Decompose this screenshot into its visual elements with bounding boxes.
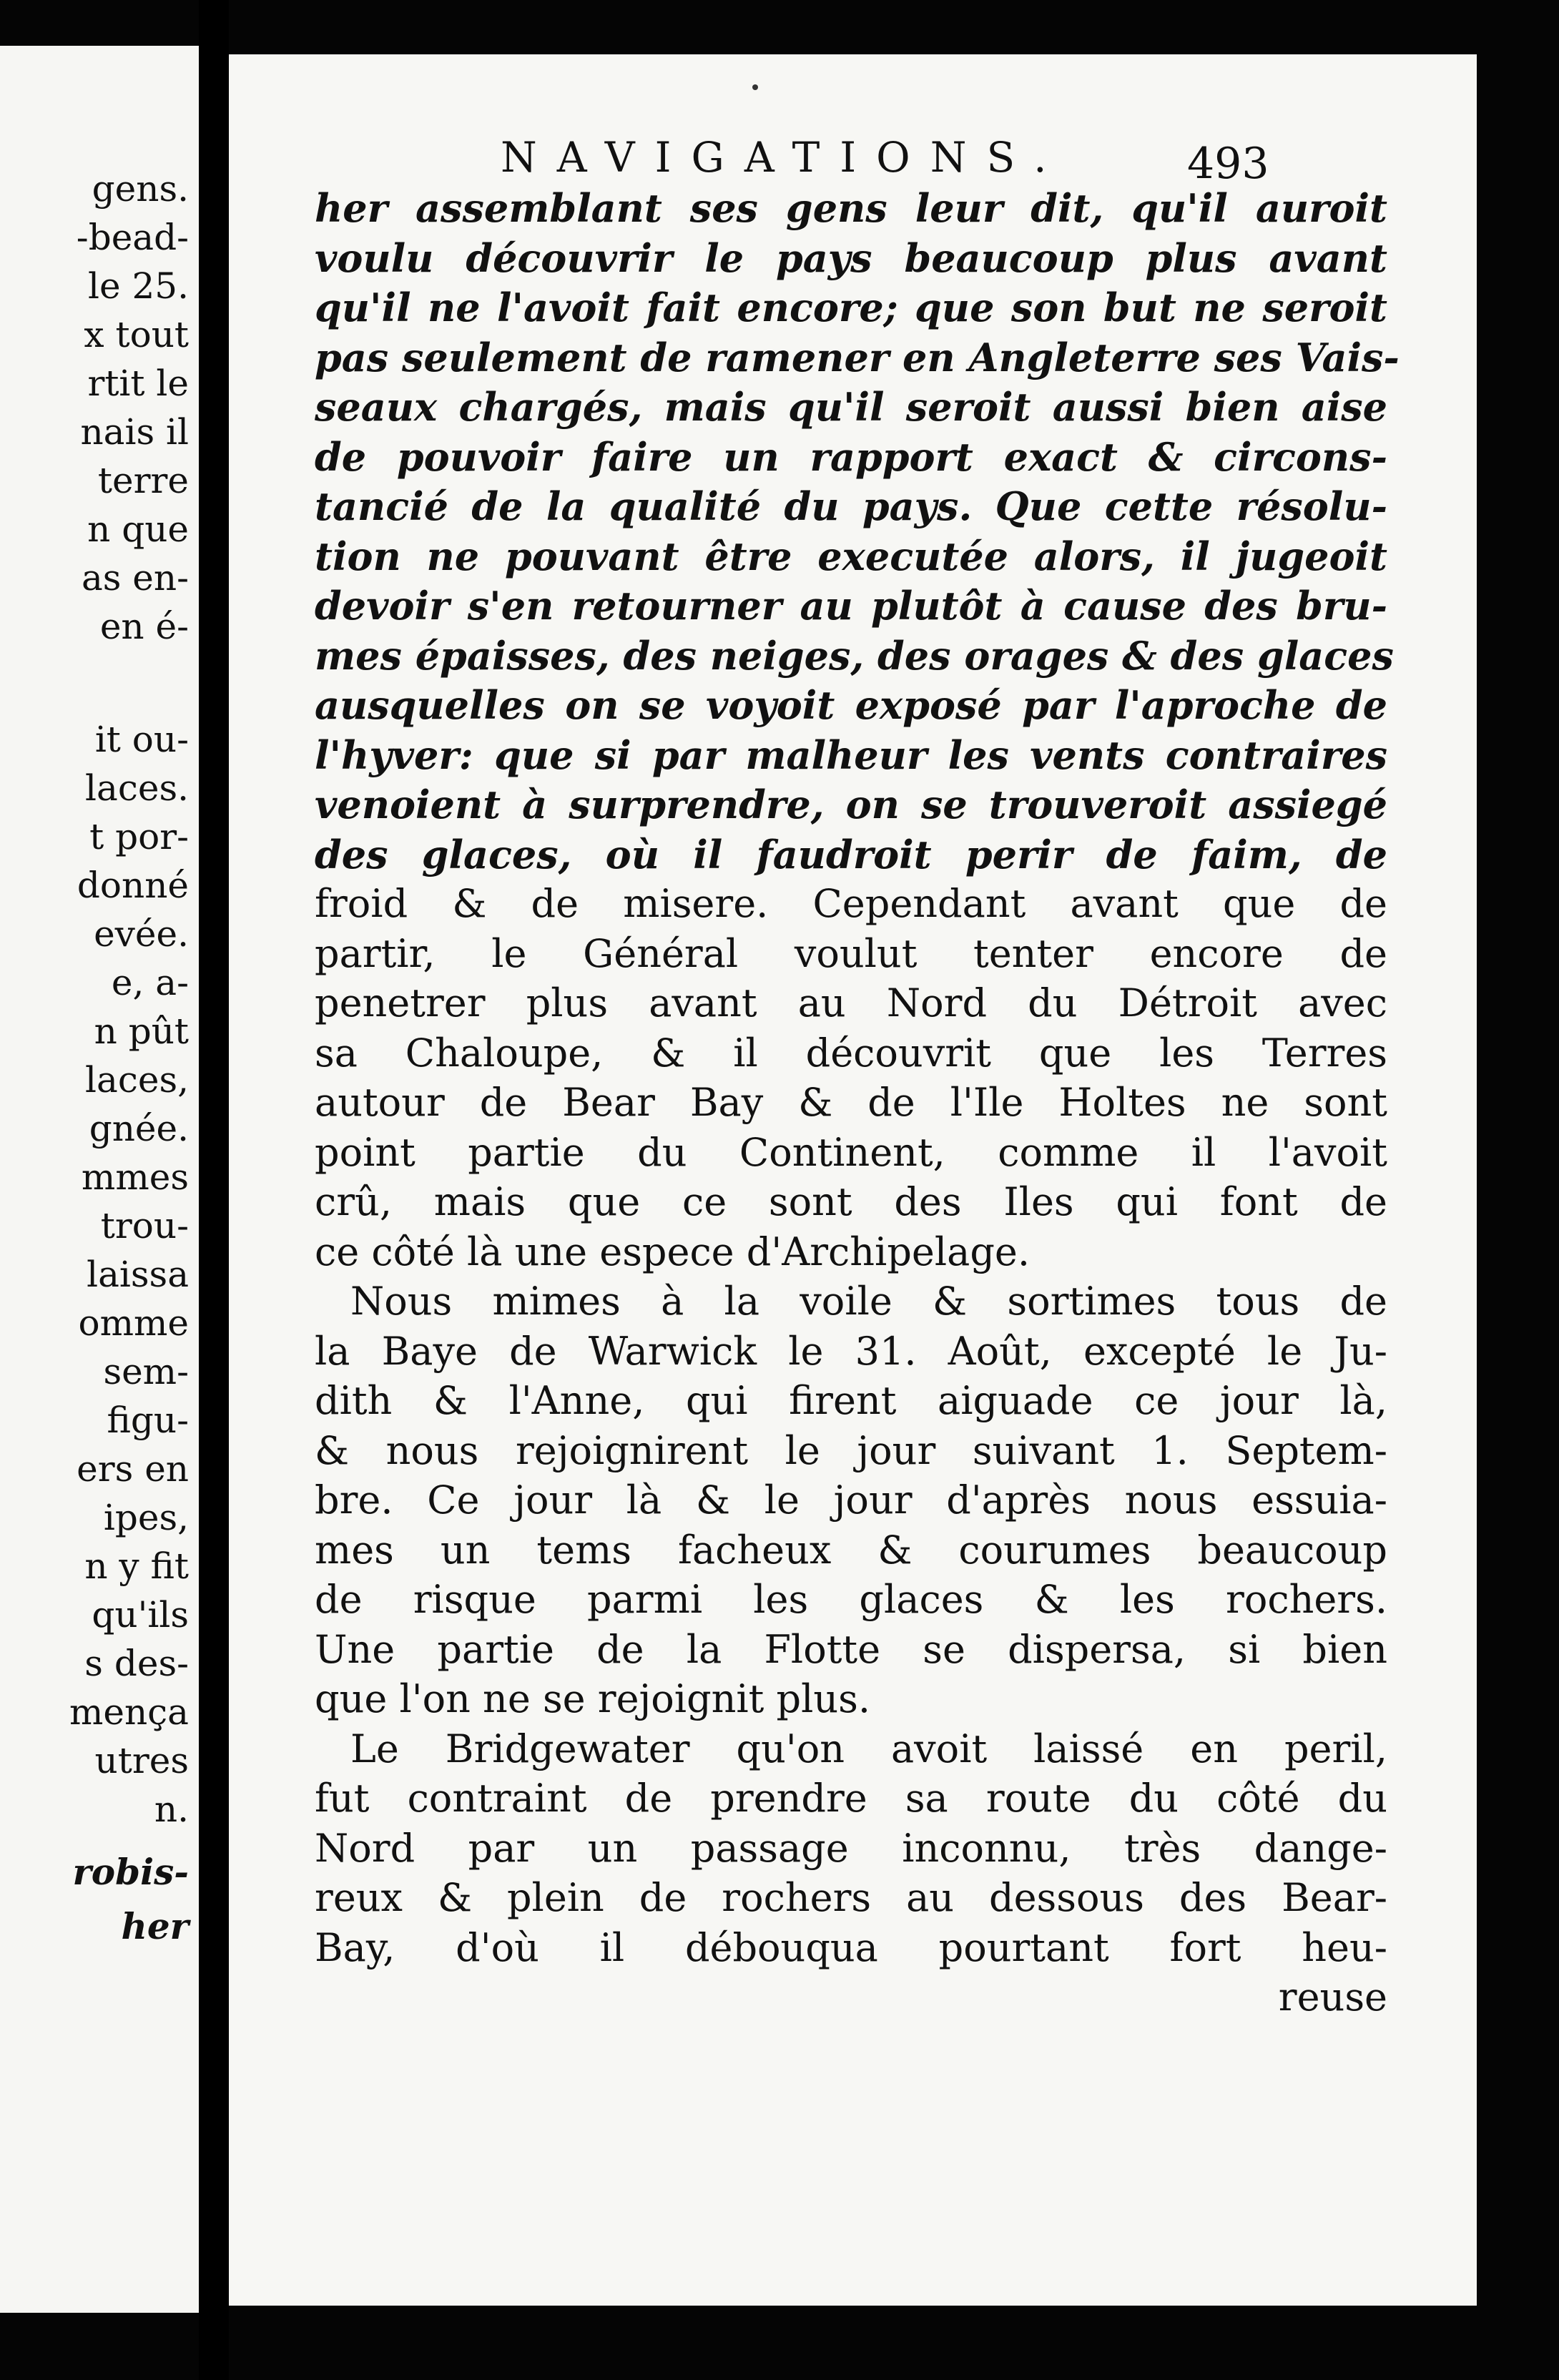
text-line: & nous rejoignirent le jour suivant 1. Septem- — [315, 1427, 1387, 1473]
text-line: la Baye de Warwick le 31. Août, excepté le Ju- — [315, 1328, 1387, 1374]
text-line: que l'on ne se rejoignit plus. — [315, 1676, 871, 1721]
text-line: l'hyver: que si par malheur les vents contraires — [315, 732, 1387, 778]
left-page-line: e, a- — [111, 962, 189, 1003]
left-page-line: laces, — [85, 1059, 189, 1101]
text-line: reux & plein de rochers au dessous des Bear- — [315, 1875, 1387, 1920]
left-page-fragment — [0, 46, 199, 2313]
text-line: her assemblant ses gens leur dit, qu'il auroit — [315, 185, 1387, 231]
left-page-line: qu'ils — [92, 1594, 189, 1636]
text-line: froid & de misere. Cependant avant que de — [315, 881, 1387, 926]
text-line: Nous mimes à la voile & sortimes tous de — [350, 1279, 1387, 1324]
text-line: bre. Ce jour là & le jour d'après nous essuia- — [315, 1477, 1387, 1523]
text-line: mes épaisses, des neiges, des orages & des glaces — [315, 632, 1394, 679]
text-line: mes un tems facheux & courumes beaucoup — [315, 1527, 1387, 1573]
left-page-line: t por- — [89, 816, 189, 857]
left-page-line: s des- — [84, 1643, 189, 1684]
text-line: point partie du Continent, comme il l'avoit — [315, 1129, 1387, 1175]
left-page-line: ers en — [77, 1448, 189, 1490]
left-page-line: omme — [78, 1302, 189, 1344]
left-page-line: it ou- — [94, 719, 189, 760]
left-page-line: robis- — [72, 1851, 189, 1893]
left-page-line: n que — [87, 508, 189, 550]
text-line: seaux chargés, mais qu'il seroit aussi bien aise — [315, 384, 1387, 430]
left-page-line: n y fit — [84, 1545, 189, 1587]
text-line: partir, le Général voulut tenter encore de — [315, 930, 1387, 976]
running-head: NAVIGATIONS. — [501, 133, 1067, 182]
text-line: Nord par un passage inconnu, très dange- — [315, 1825, 1387, 1871]
text-line: Le Bridgewater qu'on avoit laissé en peril, — [350, 1726, 1387, 1771]
left-page-line: n. — [154, 1789, 189, 1830]
text-line: Bay, d'où il débouqua pourtant fort heu- — [315, 1924, 1387, 1970]
text-line: reuse — [1278, 1975, 1387, 2020]
left-page-line: utres — [94, 1740, 189, 1781]
page-speck — [752, 84, 758, 90]
left-page-line: figu- — [107, 1400, 189, 1441]
text-line: crû, mais que ce sont des Iles qui font de — [315, 1179, 1387, 1224]
text-line: Une partie de la Flotte se dispersa, si bien — [315, 1626, 1387, 1672]
left-page-line: x tout — [84, 314, 189, 355]
text-line: tion ne pouvant être executée alors, il jugeoit — [315, 533, 1387, 579]
text-line: de risque parmi les glaces & les rochers. — [315, 1577, 1387, 1622]
left-page-line: ipes, — [103, 1497, 189, 1538]
left-page-line: mença — [69, 1691, 189, 1733]
text-line: dith & l'Anne, qui firent aiguade ce jour là, — [315, 1378, 1387, 1423]
text-line: venoient à surprendre, on se trouveroit assiegé — [315, 782, 1387, 827]
text-line: sa Chaloupe, & il découvrit que les Terres — [315, 1030, 1387, 1076]
text-line: tancié de la qualité du pays. Que cette résolu- — [315, 483, 1387, 529]
left-page-line: her — [121, 1905, 189, 1947]
text-line: ce côté là une espece d'Archipelage. — [315, 1229, 1031, 1274]
left-page-line: trou- — [100, 1205, 189, 1246]
page-number: 493 — [1187, 139, 1269, 189]
text-line: de pouvoir faire un rapport exact & circons- — [315, 433, 1387, 480]
text-line: ausquelles on se voyoit exposé par l'aproche de — [315, 682, 1387, 728]
text-line: qu'il ne l'avoit fait encore; que son but ne seroit — [315, 285, 1387, 330]
left-page-line: laissa — [87, 1254, 189, 1295]
book-page — [229, 54, 1477, 2306]
left-page-line: rtit le — [87, 363, 189, 404]
left-page-line: terre — [97, 460, 189, 501]
left-page-line: gens. — [92, 168, 189, 210]
left-page-line: sem- — [103, 1351, 189, 1392]
left-page-line: le 25. — [88, 265, 189, 307]
left-page-line: -bead- — [76, 217, 189, 258]
left-page-line: nais il — [80, 411, 189, 453]
book-gutter — [199, 0, 229, 2380]
text-line: des glaces, où il faudroit perir de faim, de — [315, 831, 1387, 877]
left-page-line: as en- — [81, 557, 189, 599]
text-line: devoir s'en retourner au plutôt à cause des bru- — [315, 583, 1387, 629]
text-line: autour de Bear Bay & de l'Ile Holtes ne sont — [315, 1080, 1387, 1125]
left-page-line: laces. — [85, 767, 189, 809]
text-line: fut contraint de prendre sa route du côté du — [315, 1776, 1387, 1821]
text-line: penetrer plus avant au Nord du Détroit avec — [315, 980, 1387, 1026]
text-line: pas seulement de ramener en Angleterre ses Vais- — [315, 334, 1400, 380]
left-page-line: gnée. — [89, 1108, 189, 1149]
left-page-line: n pût — [94, 1010, 189, 1052]
left-page-line: evée. — [94, 913, 189, 955]
left-page-line: mmes — [81, 1156, 189, 1198]
left-page-line: en é- — [99, 606, 189, 647]
left-page-line: donné — [77, 865, 189, 906]
text-line: voulu découvrir le pays beaucoup plus avant — [315, 235, 1387, 281]
